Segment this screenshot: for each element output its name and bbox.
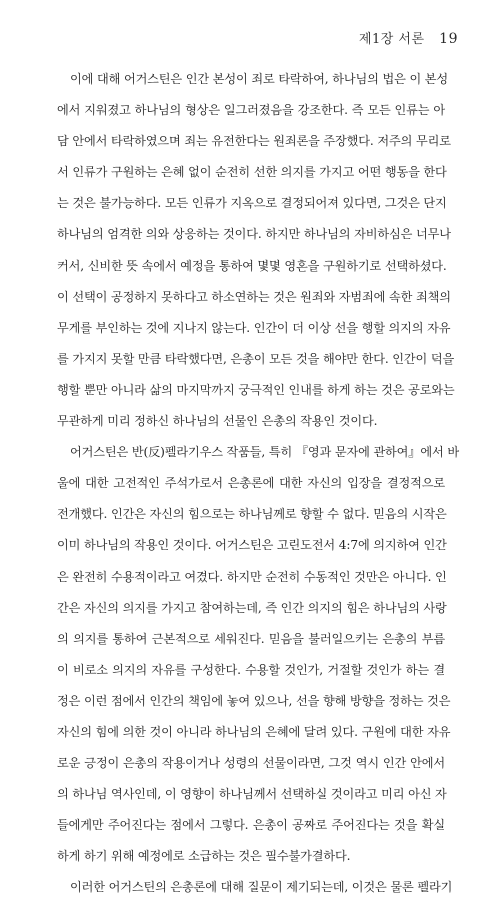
text-line: 의 하나님 역사인데, 이 영향이 하나님께서 선택하실 것이라고 미리 아신 자	[57, 787, 447, 802]
text-line: 의 의지를 통하여 근본적으로 세워진다. 믿음을 불러일으키는 은총의 부름	[57, 631, 445, 646]
text-line: 어거스틴은 반(反)펠라기우스 작품들, 특히 『영과 문자에 관하여』에서 바	[70, 445, 459, 460]
text-line: 이 선택이 공정하지 못하다고 하소연하는 것은 원죄와 자범죄에 속한 죄책의	[57, 289, 451, 304]
text-line: 커서, 신비한 뜻 속에서 예정을 통하여 몇몇 영혼을 구원하기로 선택하셨다.	[57, 258, 447, 273]
text-line: 하나님의 엄격한 의와 상응하는 것이다. 하지만 하나님의 자비하심은 너무나	[57, 227, 451, 242]
text-line: 하게 하기 위해 예정에로 소급하는 것은 필수불가결하다.	[57, 849, 351, 864]
text-line: 서 인류가 구원하는 은혜 없이 순전히 선한 의지를 가지고 어떤 행동을 한다	[57, 165, 447, 180]
text-line: 이미 하나님의 작용인 것이다. 어거스틴은 고린도전서 4:7에 의지하여 인간	[57, 538, 447, 553]
text-line: 정은 이런 점에서 인간의 책임에 놓여 있으나, 선을 향해 방향을 정하는 것은	[57, 693, 451, 708]
page-number: 19	[439, 31, 458, 47]
text-line: 를 가지지 못할 만큼 타락했다면, 은총이 모든 것을 해야만 한다. 인간이 덕을	[57, 351, 455, 366]
text-line: 이에 대해 어거스틴은 인간 본성이 죄로 타락하여, 하나님의 법은 이 본성	[70, 72, 449, 86]
chapter-title: 제1장 서론	[358, 32, 425, 47]
text-line: 울에 대한 고전적인 주석가로서 은총론에 대한 자신의 입장을 결정적으로	[57, 476, 445, 491]
text-line: 들에게만 주어진다는 점에서 그렇다. 은총이 공짜로 주어진다는 것을 확실	[57, 818, 445, 833]
text-line: 에서 지워졌고 하나님의 형상은 일그러졌음을 강조한다. 즉 모든 인류는 아	[57, 103, 445, 118]
text-line: 행할 뿐만 아니라 삶의 마지막까지 궁극적인 인내를 하게 하는 것은 공로와는	[57, 382, 455, 397]
text-line: 는 것은 불가능하다. 모든 인류가 지옥으로 결정되어져 있다면, 그것은 단지	[57, 196, 447, 211]
text-line: 무게를 부인하는 것에 지나지 않는다. 인간이 더 이상 선을 행할 의지의 자유	[57, 320, 451, 335]
text-line: 자신의 힘에 의한 것이 아니라 하나님의 은혜에 달려 있다. 구원에 대한 자유	[57, 724, 451, 739]
text-line: 간은 자신의 의지를 가지고 참여하는데, 즉 인간 의지의 힘은 하나님의 사랑	[57, 600, 447, 615]
running-header	[359, 28, 458, 47]
text-line: 전개했다. 인간은 자신의 힘으로는 하나님께로 향할 수 없다. 믿음의 시작은	[57, 507, 447, 522]
text-line: 이 비로소 의지의 자유를 구성한다. 수용할 것인가, 거절할 것인가 하는 결	[57, 662, 445, 677]
text-line: 로운 긍정이 은총의 작용이거나 성령의 선물이라면, 그것 역시 인간 안에서	[57, 756, 445, 771]
text-line: 은 완전히 수용적이라고 여겼다. 하지만 순전히 수동적인 것만은 아니다. 인	[57, 569, 447, 584]
body-text	[57, 64, 459, 904]
text-line: 담 안에서 타락하였으며 죄는 유전한다는 원죄론을 주장했다. 저주의 무리로	[57, 134, 451, 149]
text-line: 이러한 어거스틴의 은총론에 대해 질문이 제기되는데, 이것은 물론 펠라기	[70, 880, 453, 895]
text-line: 무관하게 미리 정하신 하나님의 선물인 은총의 작용인 것이다.	[57, 414, 378, 429]
